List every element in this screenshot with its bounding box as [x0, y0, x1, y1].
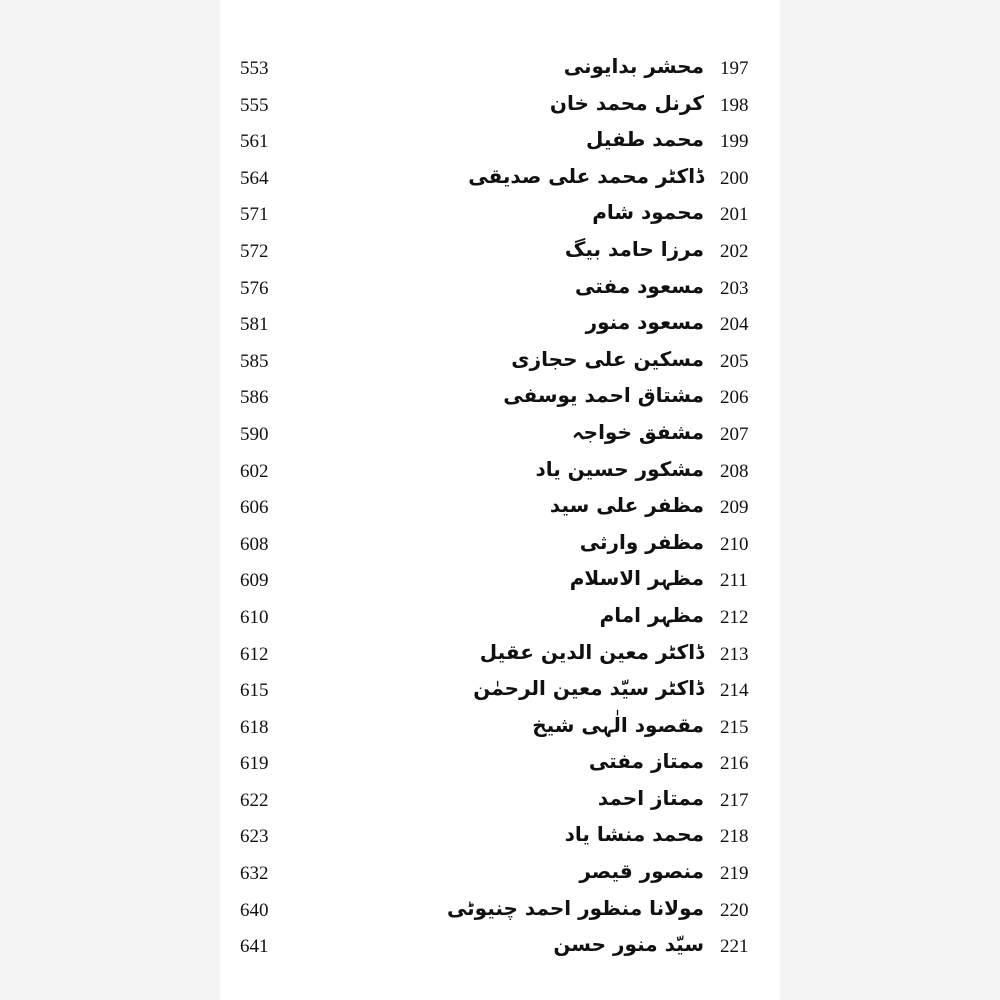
- page-number: 612: [240, 643, 269, 665]
- page-number: 606: [240, 497, 269, 519]
- entry-number: 214: [720, 680, 749, 702]
- page-number: 622: [240, 789, 269, 811]
- toc-row: [220, 747, 780, 784]
- toc-row: [220, 162, 780, 199]
- entry-number: 217: [720, 789, 749, 811]
- entry-number: 219: [720, 863, 749, 885]
- page-number: 615: [240, 680, 269, 702]
- entry-name: سیّد منور حسن: [553, 932, 704, 957]
- entry-name: ڈاکٹر سیّد معین الرحمٰن: [473, 676, 704, 701]
- toc-row: [220, 857, 780, 894]
- page-number: 571: [240, 204, 269, 226]
- page-number: 555: [240, 94, 269, 116]
- entry-number: 201: [720, 204, 749, 226]
- page-number: 585: [240, 350, 269, 372]
- entry-number: 198: [720, 94, 749, 116]
- toc-row: [220, 711, 780, 748]
- entry-name: مرزا حامد بیگ: [564, 236, 704, 261]
- entry-name: محمد طفیل: [586, 127, 704, 152]
- entry-number: 202: [720, 240, 749, 262]
- table-of-contents: [220, 52, 780, 967]
- toc-row: [220, 381, 780, 418]
- page-number: 572: [240, 240, 269, 262]
- entry-number: 199: [720, 131, 749, 153]
- toc-row: [220, 638, 780, 675]
- toc-row: [220, 125, 780, 162]
- entry-name: منصور قیصر: [579, 859, 704, 884]
- toc-row: [220, 308, 780, 345]
- page-number: 602: [240, 460, 269, 482]
- entry-number: 200: [720, 167, 749, 189]
- entry-number: 197: [720, 58, 749, 79]
- entry-name: مظفر علی سید: [549, 493, 704, 518]
- toc-row: [220, 784, 780, 821]
- page-number: 609: [240, 570, 269, 592]
- entry-number: 209: [720, 497, 749, 519]
- toc-row: [220, 198, 780, 235]
- toc-row: [220, 345, 780, 382]
- entry-name: مظفر وارثی: [579, 529, 704, 554]
- toc-row: [220, 674, 780, 711]
- page-number: 610: [240, 606, 269, 628]
- page-number: 623: [240, 826, 269, 848]
- toc-row: [220, 455, 780, 492]
- page-number: 632: [240, 863, 269, 885]
- entry-number: 218: [720, 826, 749, 848]
- toc-row: [220, 52, 780, 89]
- toc-row: [220, 89, 780, 126]
- entry-name: مسعود مفتی: [575, 273, 704, 298]
- entry-number: 203: [720, 277, 749, 299]
- entry-name: مقصود الٰہی شیخ: [532, 712, 704, 737]
- entry-name: محشر بدایونی: [563, 54, 704, 78]
- entry-name: مشفق خواجہ: [571, 419, 704, 444]
- page-number: 641: [240, 936, 269, 958]
- entry-number: 204: [720, 314, 749, 336]
- page-number: 561: [240, 131, 269, 153]
- document-page: [220, 0, 780, 1000]
- entry-name: مولانا منظور احمد چنیوٹی: [446, 895, 704, 920]
- entry-number: 215: [720, 716, 749, 738]
- entry-number: 211: [720, 570, 748, 592]
- entry-number: 205: [720, 350, 749, 372]
- page-number: 564: [240, 167, 269, 189]
- entry-name: مشکور حسین یاد: [535, 456, 704, 481]
- toc-row: [220, 528, 780, 565]
- toc-row: [220, 272, 780, 309]
- toc-row: [220, 491, 780, 528]
- page-number: 590: [240, 423, 269, 445]
- entry-name: مظہر امام: [599, 602, 704, 627]
- entry-number: 213: [720, 643, 749, 665]
- entry-name: ڈاکٹر محمد علی صدیقی: [468, 163, 704, 188]
- entry-number: 208: [720, 460, 749, 482]
- entry-number: 221: [720, 936, 749, 958]
- page-number: 640: [240, 899, 269, 921]
- toc-row: [220, 601, 780, 638]
- entry-name: ڈاکٹر معین الدین عقیل: [479, 639, 704, 664]
- entry-name: مسعود منور: [585, 310, 704, 335]
- toc-row: [220, 930, 780, 967]
- page-number: 553: [240, 58, 269, 79]
- entry-name: محمد منشا یاد: [564, 822, 704, 847]
- toc-row: [220, 894, 780, 931]
- entry-number: 220: [720, 899, 749, 921]
- page-number: 586: [240, 387, 269, 409]
- entry-name: ممتاز احمد: [597, 785, 704, 810]
- entry-name: ممتاز مفتی: [588, 749, 704, 774]
- toc-row: [220, 235, 780, 272]
- toc-row: [220, 418, 780, 455]
- entry-number: 216: [720, 753, 749, 775]
- entry-number: 207: [720, 423, 749, 445]
- entry-name: کرنل محمد خان: [549, 90, 704, 115]
- entry-number: 210: [720, 533, 749, 555]
- page-number: 581: [240, 314, 269, 336]
- entry-name: مظہر الاسلام: [569, 566, 704, 591]
- page-number: 576: [240, 277, 269, 299]
- page-number: 619: [240, 753, 269, 775]
- entry-name: مشتاق احمد یوسفی: [503, 383, 704, 408]
- entry-name: مسکین علی حجازی: [511, 346, 704, 371]
- entry-name: محمود شام: [592, 200, 704, 225]
- toc-row: [220, 564, 780, 601]
- page-number: 618: [240, 716, 269, 738]
- toc-row: [220, 820, 780, 857]
- page-number: 608: [240, 533, 269, 555]
- entry-number: 212: [720, 606, 749, 628]
- entry-number: 206: [720, 387, 749, 409]
